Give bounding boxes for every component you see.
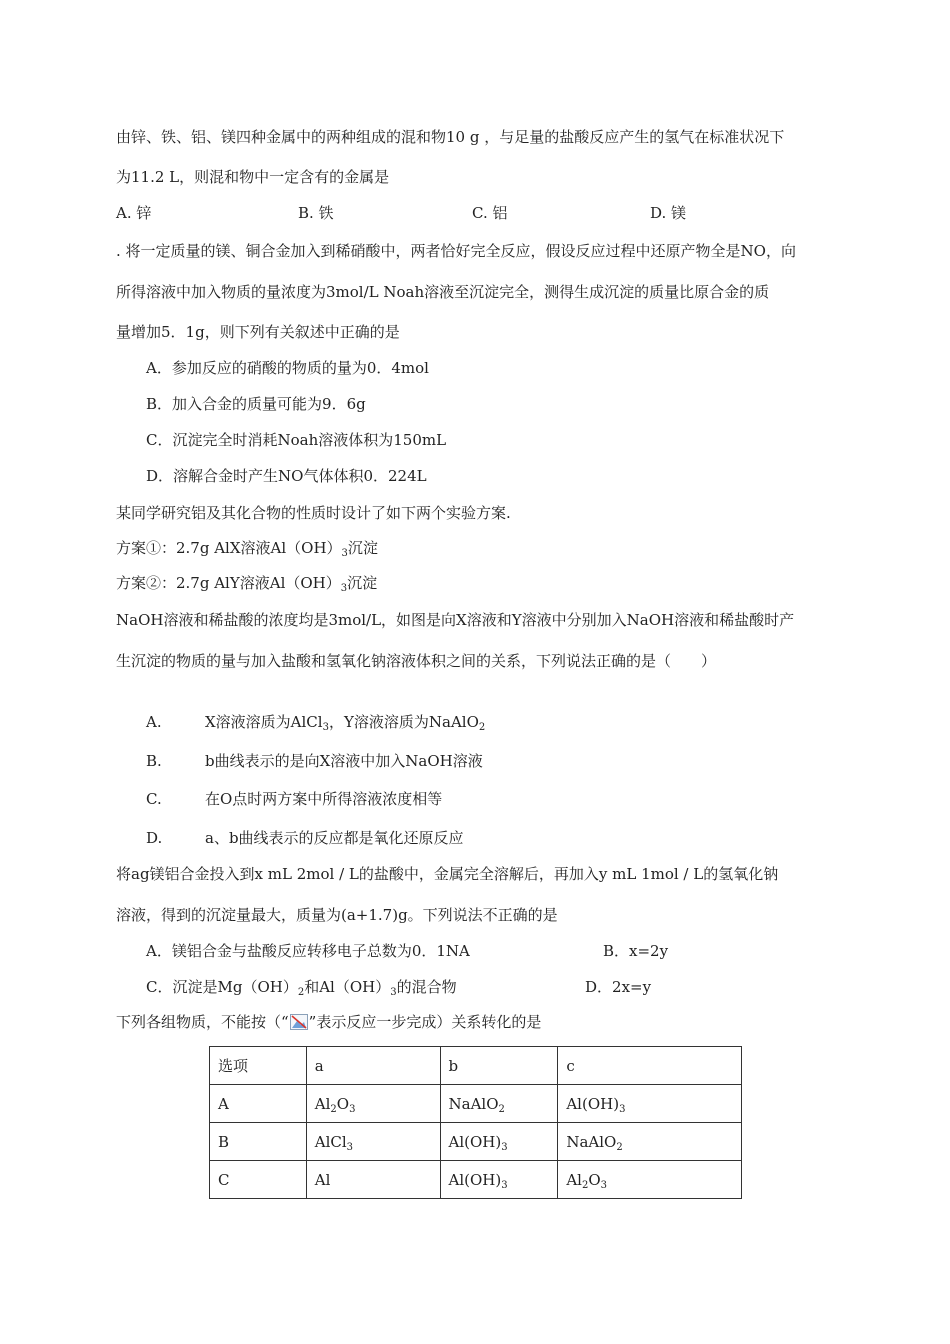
q1-option-d: D. 镁 bbox=[650, 204, 687, 222]
q3-option-a-text bbox=[205, 712, 485, 732]
q3-option-c-letter: C. bbox=[146, 790, 162, 808]
q3-option-b-text: b曲线表示的是向X溶液中加入NaOH溶液 bbox=[205, 752, 483, 770]
q5-stem-part1: 下列各组物质，不能按（“ bbox=[116, 1013, 289, 1031]
cell-text: AlCl bbox=[314, 1132, 347, 1151]
q3-scheme1-tail: 沉淀 bbox=[347, 539, 378, 557]
q3-stem-line1: NaOH溶液和稀盐酸的浓度均是3mol/L，如图是向X溶液和Y溶液中分别加入NaOH溶液和稀盐酸时产 bbox=[116, 611, 795, 629]
cell-text: C bbox=[218, 1170, 230, 1189]
cell-text: Al(OH) bbox=[448, 1132, 502, 1151]
table-cell bbox=[210, 1161, 307, 1199]
table-cell bbox=[558, 1161, 742, 1199]
q4-option-a: A．镁铝合金与盐酸反应转移电子总数为0．1NA bbox=[146, 942, 470, 960]
q4-option-c-sub2: 3 bbox=[390, 987, 397, 998]
q3-scheme1-sub: 3 bbox=[341, 548, 348, 559]
cell-text: NaAlO bbox=[448, 1094, 499, 1113]
table-cell bbox=[440, 1161, 558, 1199]
q3-scheme1-text: 方案①：2.7g AlX溶液Al（OH） bbox=[116, 539, 342, 557]
broken-image-icon bbox=[290, 1014, 308, 1030]
q3-option-d-text: a、b曲线表示的反应都是氧化还原反应 bbox=[205, 829, 464, 847]
cell-text: Al(OH) bbox=[448, 1170, 502, 1189]
q3-scheme2 bbox=[116, 573, 377, 593]
q3-scheme1 bbox=[116, 538, 378, 558]
cell-sub: 3 bbox=[600, 1179, 608, 1191]
table-cell bbox=[306, 1085, 440, 1123]
cell-sub: 2 bbox=[330, 1103, 337, 1115]
q4-option-d: D．2x=y bbox=[585, 978, 652, 996]
q1-stem-line1: 由锌、铁、铝、镁四种金属中的两种组成的混和物10 g ，与足量的盐酸反应产生的氢气在标准状况下 bbox=[116, 128, 785, 146]
q3-intro: 某同学研究铝及其化合物的性质时设计了如下两个实验方案. bbox=[116, 504, 511, 522]
q4-option-c-sub1: 2 bbox=[297, 987, 305, 998]
q4-option-c-part3: 的混合物 bbox=[396, 978, 457, 996]
table-header-cell: b bbox=[440, 1047, 558, 1085]
q3-scheme2-tail: 沉淀 bbox=[347, 574, 378, 592]
q5-stem-part2: ”表示反应一步完成）关系转化的是 bbox=[308, 1013, 542, 1031]
table-row bbox=[210, 1123, 742, 1161]
cell-text: NaAlO bbox=[566, 1132, 617, 1151]
q4-stem-line2: 溶液，得到的沉淀量最大，质量为(a+1.7)g。下列说法不正确的是 bbox=[116, 906, 558, 924]
q2-option-d: D．溶解合金时产生NO气体体积0．224L bbox=[146, 467, 427, 485]
q2-stem-line1: . 将一定质量的镁、铜合金加入到稀硝酸中，两者恰好完全反应，假设反应过程中还原产物全是NO，向 bbox=[116, 242, 796, 260]
q3-option-a-letter: A. bbox=[146, 713, 162, 731]
q2-stem-line2: 所得溶液中加入物质的量浓度为3mol/L Noah溶液至沉淀完全，测得生成沉淀的质量比原合金的质 bbox=[116, 283, 770, 301]
cell-sub: 3 bbox=[501, 1179, 508, 1191]
q4-option-c-part2: 和Al（OH） bbox=[304, 978, 391, 996]
cell-sub: 2 bbox=[581, 1179, 589, 1191]
table-cell bbox=[306, 1123, 440, 1161]
q2-stem-line3: 量增加5．1g，则下列有关叙述中正确的是 bbox=[116, 323, 400, 341]
q4-option-c bbox=[146, 977, 457, 997]
q4-option-b: B．x=2y bbox=[603, 942, 669, 960]
cell-text: A bbox=[218, 1094, 229, 1113]
table-header-cell: c bbox=[558, 1047, 742, 1085]
cell-text: O bbox=[588, 1170, 601, 1189]
q2-option-c: C．沉淀完全时消耗Noah溶液体积为150mL bbox=[146, 431, 447, 449]
table-cell bbox=[558, 1085, 742, 1123]
q1-option-c: C. 铝 bbox=[472, 204, 508, 222]
q3-option-a-sub1: 3 bbox=[322, 722, 329, 733]
cell-sub: 3 bbox=[501, 1141, 508, 1153]
q1-option-a: A. 锌 bbox=[116, 204, 152, 222]
cell-sub: 2 bbox=[498, 1103, 505, 1115]
table-cell bbox=[210, 1085, 307, 1123]
q3-option-b-letter: B. bbox=[146, 752, 162, 770]
q2-option-a: A．参加反应的硝酸的物质的量为0．4mol bbox=[146, 359, 429, 377]
q3-stem-line2: 生沉淀的物质的量与加入盐酸和氢氧化钠溶液体积之间的关系，下列说法正确的是（ ） bbox=[116, 652, 717, 670]
table-row bbox=[210, 1085, 742, 1123]
table-cell bbox=[440, 1123, 558, 1161]
cell-text: Al bbox=[314, 1094, 331, 1113]
cell-sub: 2 bbox=[616, 1141, 623, 1153]
q3-scheme2-sub: 3 bbox=[340, 583, 348, 594]
cell-sub: 3 bbox=[619, 1103, 626, 1115]
q4-option-c-part1: C．沉淀是Mg（OH） bbox=[146, 978, 298, 996]
q1-stem-line2: 为11.2 L，则混和物中一定含有的金属是 bbox=[116, 168, 390, 186]
table-cell bbox=[306, 1161, 440, 1199]
q3-scheme2-text: 方案②：2.7g AlY溶液Al（OH） bbox=[116, 574, 341, 592]
q2-option-b: B．加入合金的质量可能为9．6g bbox=[146, 395, 366, 413]
table-row bbox=[210, 1161, 742, 1199]
cell-text: B bbox=[218, 1132, 230, 1151]
cell-sub: 3 bbox=[349, 1103, 356, 1115]
q3-option-a-part1: X溶液溶质为AlCl bbox=[205, 713, 323, 731]
table-cell bbox=[210, 1123, 307, 1161]
q1-option-b: B. 铁 bbox=[298, 204, 334, 222]
cell-sub: 3 bbox=[346, 1141, 354, 1153]
table-cell bbox=[558, 1123, 742, 1161]
q3-option-a-part2: ，Y溶液溶质为NaAlO bbox=[328, 713, 479, 731]
q4-stem-line1: 将ag镁铝合金投入到x mL 2mol / L的盐酸中，金属完全溶解后，再加入y mL 1mol / L的氢氧化钠 bbox=[116, 865, 779, 883]
cell-text: Al bbox=[566, 1170, 582, 1189]
q3-option-c-text: 在O点时两方案中所得溶液浓度相等 bbox=[205, 790, 443, 808]
q5-options-table bbox=[209, 1046, 742, 1199]
table-header-cell: 选项 bbox=[210, 1047, 307, 1085]
table-cell bbox=[440, 1085, 558, 1123]
q5-stem bbox=[116, 1012, 541, 1032]
cell-text: Al(OH) bbox=[566, 1094, 620, 1113]
table-header-cell: a bbox=[306, 1047, 440, 1085]
q3-option-d-letter: D. bbox=[146, 829, 163, 847]
q3-option-a-sub2: 2 bbox=[478, 722, 486, 733]
cell-text: Al bbox=[314, 1170, 331, 1189]
cell-text: O bbox=[336, 1094, 350, 1113]
table-header-row bbox=[210, 1047, 742, 1085]
